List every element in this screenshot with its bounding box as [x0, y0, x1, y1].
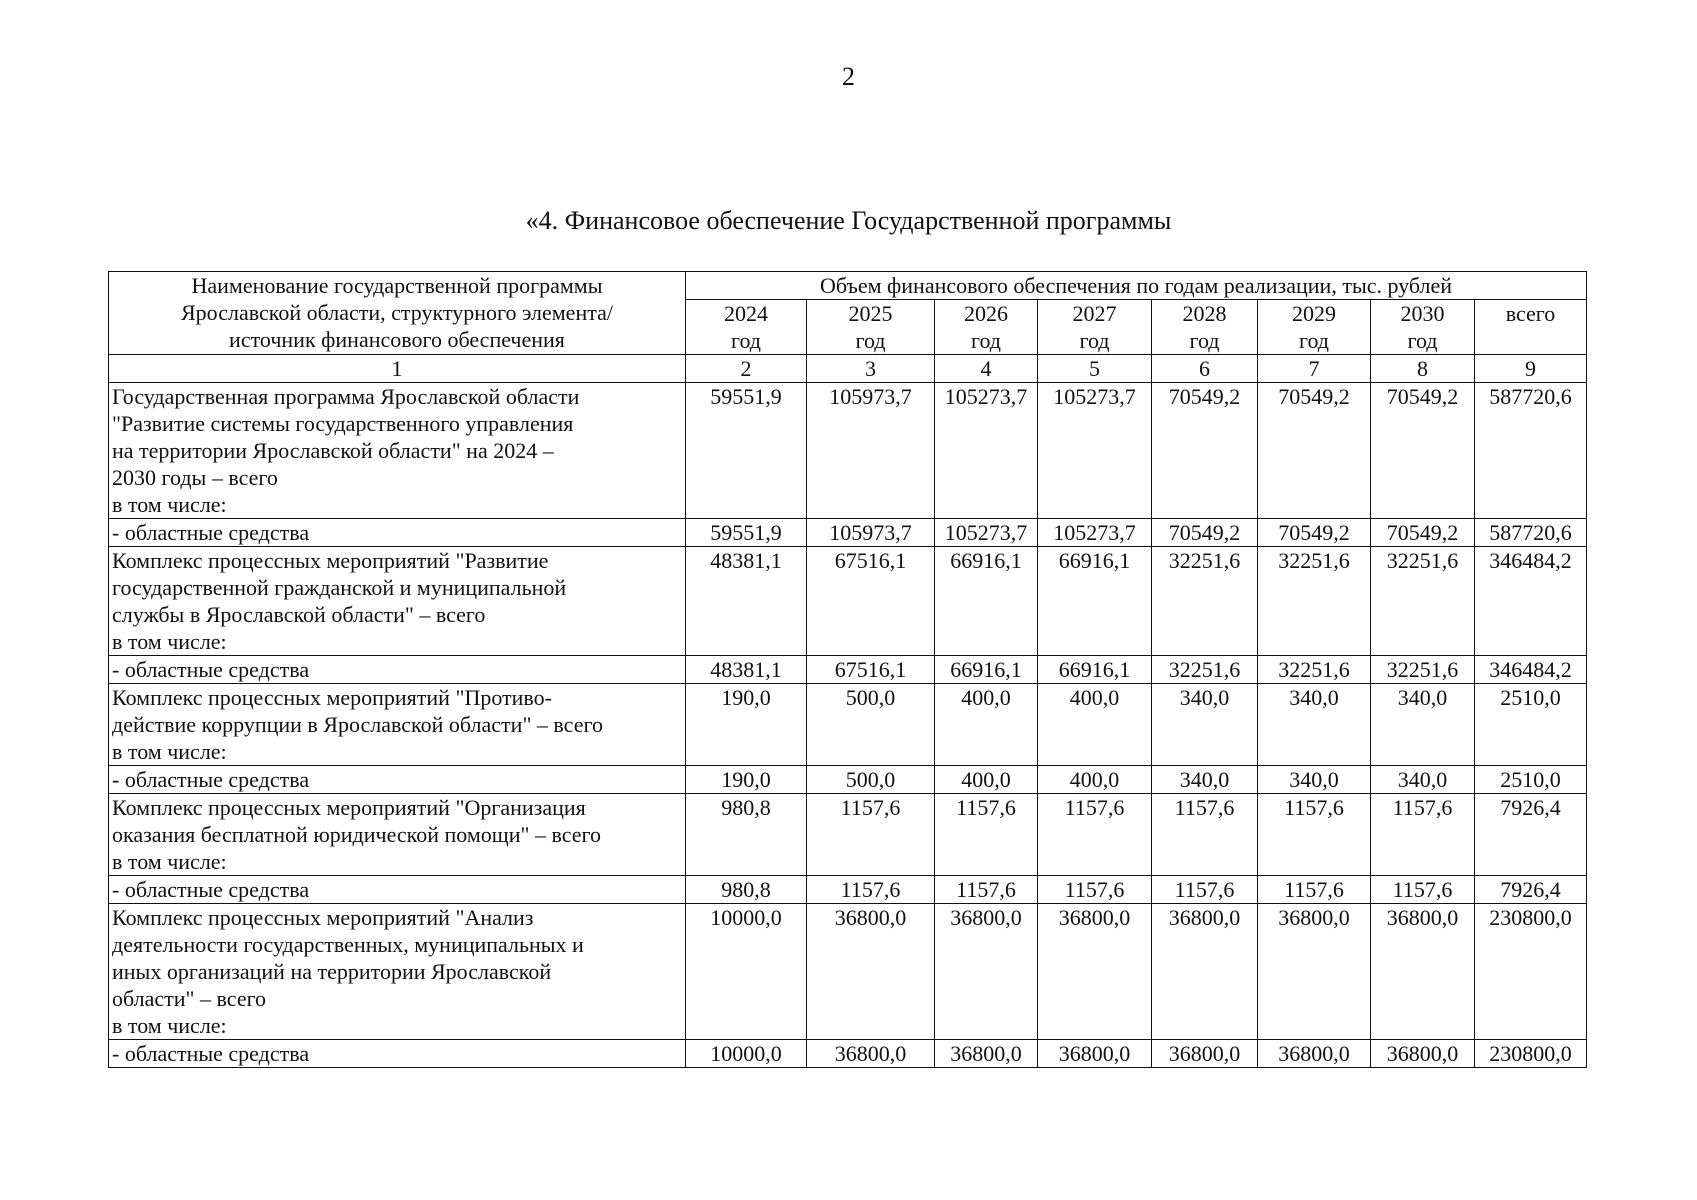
header-year-cell [935, 300, 1038, 355]
row-year-value: 36800,0 [1038, 904, 1152, 1040]
row-year-value: 36800,0 [807, 1040, 935, 1068]
row-name-line: области" – всего [112, 986, 267, 1011]
row-year-value: 1157,6 [935, 794, 1038, 876]
row-name-line: службы в Ярославской области" – всего [112, 602, 486, 627]
header-year: 2026 [964, 301, 1008, 326]
row-name-line: - областные средства [112, 657, 310, 682]
header-year: 2028 [1182, 301, 1227, 326]
row-year-value: 66916,1 [935, 547, 1038, 656]
row-total-value: 7926,4 [1475, 876, 1587, 904]
row-year-value: 70549,2 [1152, 383, 1258, 519]
row-year-value: 1157,6 [1152, 876, 1258, 904]
row-year-value: 980,8 [686, 876, 807, 904]
row-total-value: 2510,0 [1475, 766, 1587, 794]
table-row [109, 766, 1587, 794]
header-year-cell [1258, 300, 1371, 355]
row-name-cell [109, 904, 686, 1040]
row-total-value: 7926,4 [1475, 794, 1587, 876]
row-year-value: 36800,0 [807, 904, 935, 1040]
row-year-value: 340,0 [1152, 766, 1258, 794]
header-year: 2027 [1072, 301, 1117, 326]
header-name-line: источник финансового обеспечения [229, 327, 565, 352]
row-year-value: 340,0 [1152, 684, 1258, 766]
header-total-cell: всего [1475, 300, 1587, 355]
column-number: 9 [1475, 355, 1587, 383]
column-number: 2 [686, 355, 807, 383]
row-year-value: 1157,6 [1371, 876, 1475, 904]
row-year-value: 32251,6 [1371, 656, 1475, 684]
row-name-cell [109, 684, 686, 766]
financing-table [108, 271, 1587, 1068]
row-name-cell [109, 1040, 686, 1068]
row-year-value: 10000,0 [686, 1040, 807, 1068]
row-total-value: 230800,0 [1475, 904, 1587, 1040]
row-name-line: - областные средства [112, 1041, 310, 1066]
row-total-value: 587720,6 [1475, 383, 1587, 519]
header-year: 2029 [1292, 301, 1336, 326]
row-total-value: 346484,2 [1475, 547, 1587, 656]
row-name-line: в том числе: [112, 849, 227, 874]
header-year-cell [686, 300, 807, 355]
header-year-unit: год [970, 328, 1002, 353]
row-total-value: 230800,0 [1475, 1040, 1587, 1068]
row-year-value: 36800,0 [1038, 1040, 1152, 1068]
row-name-line: в том числе: [112, 1013, 227, 1038]
row-year-value: 105273,7 [1038, 519, 1152, 547]
row-name-line: - областные средства [112, 520, 310, 545]
row-year-value: 105973,7 [807, 519, 935, 547]
page-number: 2 [842, 62, 855, 91]
row-name-cell [109, 794, 686, 876]
row-year-value: 70549,2 [1258, 383, 1371, 519]
table-row [109, 904, 1587, 1040]
row-name-line: Комплекс процессных мероприятий "Противо- [112, 685, 552, 710]
row-year-value: 190,0 [686, 684, 807, 766]
header-year-unit: год [855, 328, 886, 353]
row-year-value: 340,0 [1371, 684, 1475, 766]
row-year-value: 70549,2 [1152, 519, 1258, 547]
row-name-line: деятельности государственных, муниципальных и [112, 932, 584, 957]
header-year: 2024 [724, 301, 768, 326]
column-numbers-row [109, 355, 1587, 383]
row-name-line: "Развитие системы государственного управления [112, 411, 574, 436]
row-year-value: 980,8 [686, 794, 807, 876]
row-name-line: на территории Ярославской области" на 2024 – [112, 438, 554, 463]
row-year-value: 32251,6 [1258, 547, 1371, 656]
column-number: 5 [1038, 355, 1152, 383]
row-year-value: 400,0 [1038, 684, 1152, 766]
row-name-line: Комплекс процессных мероприятий "Анализ [112, 905, 534, 930]
column-number: 6 [1152, 355, 1258, 383]
row-year-value: 340,0 [1371, 766, 1475, 794]
row-year-value: 36800,0 [1258, 904, 1371, 1040]
table-row [109, 547, 1587, 656]
row-year-value: 32251,6 [1371, 547, 1475, 656]
row-name-cell [109, 383, 686, 519]
row-year-value: 105273,7 [1038, 383, 1152, 519]
row-name-cell [109, 876, 686, 904]
row-name-cell [109, 519, 686, 547]
header-year: 2030 [1400, 301, 1445, 326]
row-year-value: 500,0 [807, 684, 935, 766]
row-name-line: 2030 годы – всего [112, 465, 278, 490]
table-row [109, 876, 1587, 904]
row-year-value: 190,0 [686, 766, 807, 794]
column-number: 1 [109, 355, 686, 383]
row-name-line: иных организаций на территории Ярославской [112, 959, 552, 984]
row-year-value: 400,0 [1038, 766, 1152, 794]
table-row [109, 656, 1587, 684]
row-year-value: 70549,2 [1258, 519, 1371, 547]
row-year-value: 340,0 [1258, 766, 1371, 794]
header-year-cell [807, 300, 935, 355]
row-name-line: Государственная программа Ярославской области [112, 384, 580, 409]
row-year-value: 36800,0 [935, 1040, 1038, 1068]
row-total-value: 346484,2 [1475, 656, 1587, 684]
row-year-value: 32251,6 [1152, 547, 1258, 656]
row-name-line: оказания бесплатной юридической помощи" – всего [112, 822, 601, 847]
row-year-value: 32251,6 [1258, 656, 1371, 684]
row-year-value: 59551,9 [686, 519, 807, 547]
header-year-unit: год [1407, 328, 1438, 353]
row-year-value: 32251,6 [1152, 656, 1258, 684]
row-year-value: 36800,0 [1258, 1040, 1371, 1068]
row-year-value: 36800,0 [1371, 1040, 1475, 1068]
row-year-value: 36800,0 [1152, 904, 1258, 1040]
row-year-value: 1157,6 [1038, 794, 1152, 876]
header-volume-title: Объем финансового обеспечения по годам реализации, тыс. рублей [686, 272, 1587, 300]
header-name-line: Наименование государственной программы [191, 273, 603, 298]
row-year-value: 105973,7 [807, 383, 935, 519]
header-year-unit: год [1189, 328, 1220, 353]
section-title: «4. Финансовое обеспечение Государственной программы [525, 206, 1172, 235]
row-year-value: 105273,7 [935, 383, 1038, 519]
row-year-value: 36800,0 [1152, 1040, 1258, 1068]
row-name-line: Комплекс процессных мероприятий "Развитие [112, 548, 549, 573]
row-year-value: 1157,6 [935, 876, 1038, 904]
row-name-line: государственной гражданской и муниципальной [112, 575, 567, 600]
row-year-value: 400,0 [935, 684, 1038, 766]
header-year-cell [1152, 300, 1258, 355]
row-year-value: 1157,6 [807, 794, 935, 876]
row-name-line: действие коррупции в Ярославской области" – всего [112, 712, 603, 737]
row-year-value: 66916,1 [1038, 656, 1152, 684]
row-year-value: 66916,1 [1038, 547, 1152, 656]
row-year-value: 59551,9 [686, 383, 807, 519]
row-year-value: 66916,1 [935, 656, 1038, 684]
row-name-line: Комплекс процессных мероприятий "Организация [112, 795, 586, 820]
row-total-value: 587720,6 [1475, 519, 1587, 547]
header-year-cell [1038, 300, 1152, 355]
header-row [109, 272, 1587, 300]
table-row [109, 519, 1587, 547]
row-year-value: 105273,7 [935, 519, 1038, 547]
header-name-cell [109, 272, 686, 355]
header-year-cell [1371, 300, 1475, 355]
row-year-value: 1157,6 [1258, 876, 1371, 904]
table-body [109, 383, 1587, 1068]
row-year-value: 1157,6 [807, 876, 935, 904]
header-year-unit: год [730, 328, 762, 353]
row-name-line: в том числе: [112, 492, 227, 517]
row-name-line: - областные средства [112, 877, 310, 902]
row-year-value: 10000,0 [686, 904, 807, 1040]
row-year-value: 48381,1 [686, 656, 807, 684]
header-year-unit: год [1298, 328, 1330, 353]
row-year-value: 1157,6 [1258, 794, 1371, 876]
row-name-line: - областные средства [112, 767, 310, 792]
row-year-value: 67516,1 [807, 656, 935, 684]
row-year-value: 1157,6 [1038, 876, 1152, 904]
row-name-cell [109, 656, 686, 684]
column-number: 3 [807, 355, 935, 383]
header-name-line: Ярославской области, структурного элемента/ [181, 300, 613, 325]
row-name-cell [109, 547, 686, 656]
row-year-value: 500,0 [807, 766, 935, 794]
row-year-value: 70549,2 [1371, 519, 1475, 547]
table-row [109, 383, 1587, 519]
row-year-value: 67516,1 [807, 547, 935, 656]
row-year-value: 36800,0 [1371, 904, 1475, 1040]
row-year-value: 1157,6 [1152, 794, 1258, 876]
row-year-value: 400,0 [935, 766, 1038, 794]
row-total-value: 2510,0 [1475, 684, 1587, 766]
row-year-value: 70549,2 [1371, 383, 1475, 519]
row-name-cell [109, 766, 686, 794]
row-name-line: в том числе: [112, 629, 227, 654]
row-year-value: 340,0 [1258, 684, 1371, 766]
column-number: 7 [1258, 355, 1371, 383]
row-year-value: 48381,1 [686, 547, 807, 656]
header-year-unit: год [1079, 328, 1110, 353]
row-year-value: 36800,0 [935, 904, 1038, 1040]
header-year: 2025 [848, 301, 893, 326]
row-year-value: 1157,6 [1371, 794, 1475, 876]
row-name-line: в том числе: [112, 739, 227, 764]
table-row [109, 794, 1587, 876]
table-row [109, 684, 1587, 766]
column-number: 8 [1371, 355, 1475, 383]
table-row [109, 1040, 1587, 1068]
column-number: 4 [935, 355, 1038, 383]
